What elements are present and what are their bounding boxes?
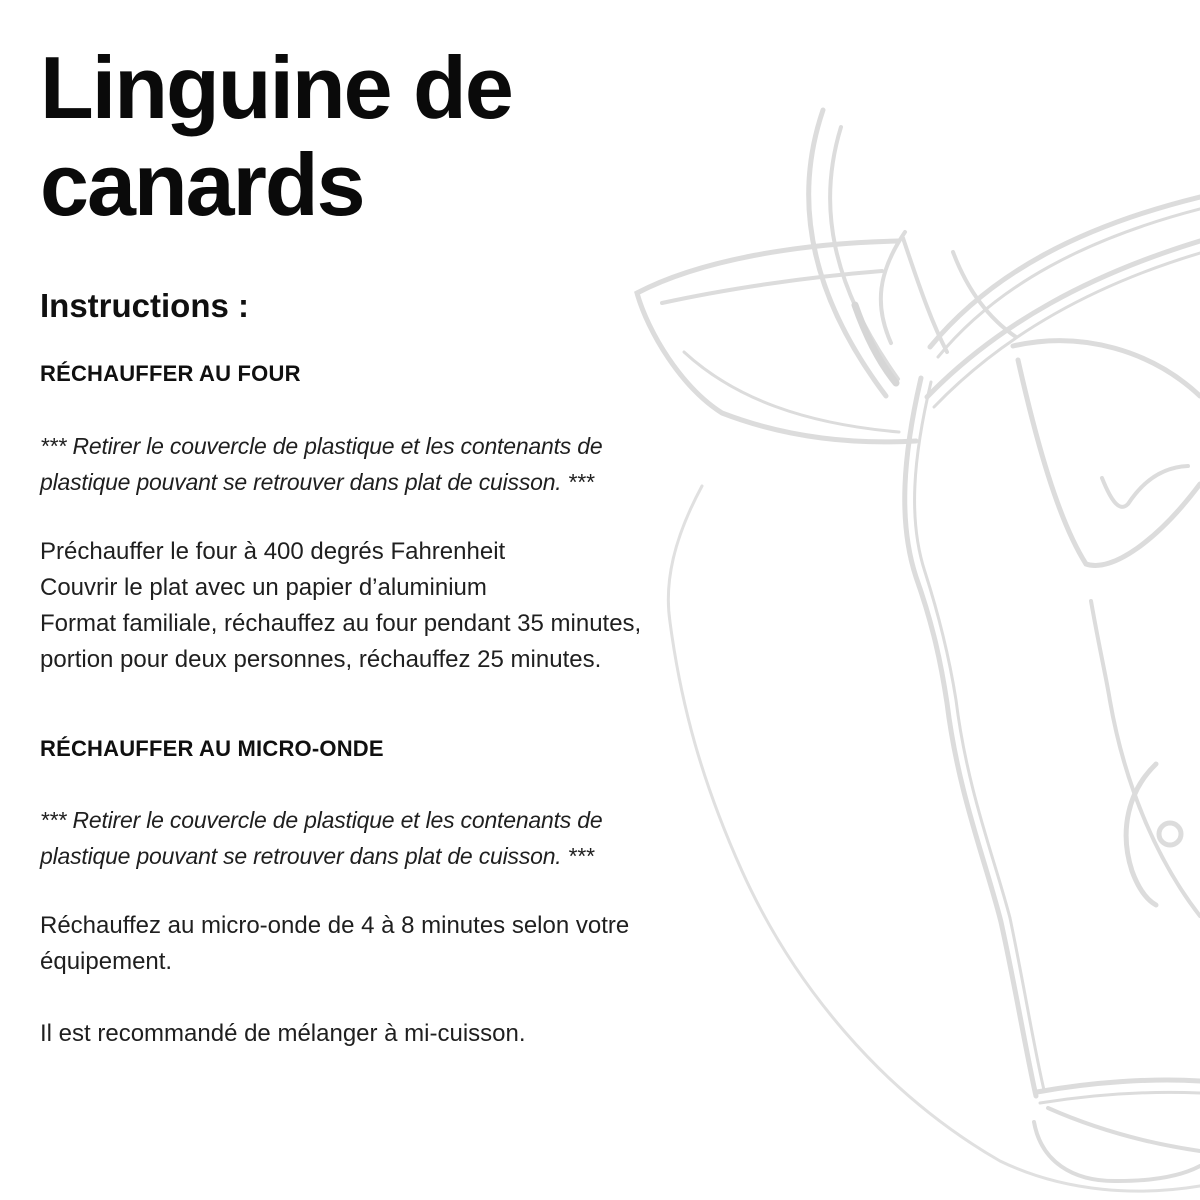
instruction-line: portion pour deux personnes, réchauffez 25 minutes. [40, 645, 602, 673]
stir-note: Il est recommandé de mélanger à mi-cuisson. [40, 1019, 526, 1047]
plastic-warning-microwave [40, 802, 760, 874]
document-body [40, 0, 760, 1052]
plastic-warning-oven [40, 428, 760, 500]
instruction-line: Préchauffer le four à 400 degrés Fahrenheit [40, 537, 506, 565]
instructions-heading: Instructions : [40, 286, 250, 324]
instruction-line: Réchauffez au micro-onde de 4 à 8 minutes selon votre [40, 911, 630, 939]
page-title: Linguine de canards [40, 38, 512, 234]
microwave-instructions [40, 908, 760, 980]
instruction-line: équipement. [40, 947, 173, 975]
instruction-line: Couvrir le plat avec un papier d’aluminium [40, 573, 487, 601]
warning-line: *** Retirer le couvercle de plastique et les contenants de [40, 432, 603, 459]
warning-line: plastique pouvant se retrouver dans plat de cuisson. *** [40, 842, 594, 869]
section-heading-oven: RÉCHAUFFER AU FOUR [40, 361, 301, 387]
oven-instructions [40, 534, 760, 678]
warning-line: *** Retirer le couvercle de plastique et les contenants de [40, 806, 603, 833]
instruction-line: Format familiale, réchauffez au four pendant 35 minutes, [40, 609, 642, 637]
section-heading-microwave: RÉCHAUFFER AU MICRO-ONDE [40, 735, 384, 761]
warning-line: plastique pouvant se retrouver dans plat de cuisson. *** [40, 468, 594, 495]
